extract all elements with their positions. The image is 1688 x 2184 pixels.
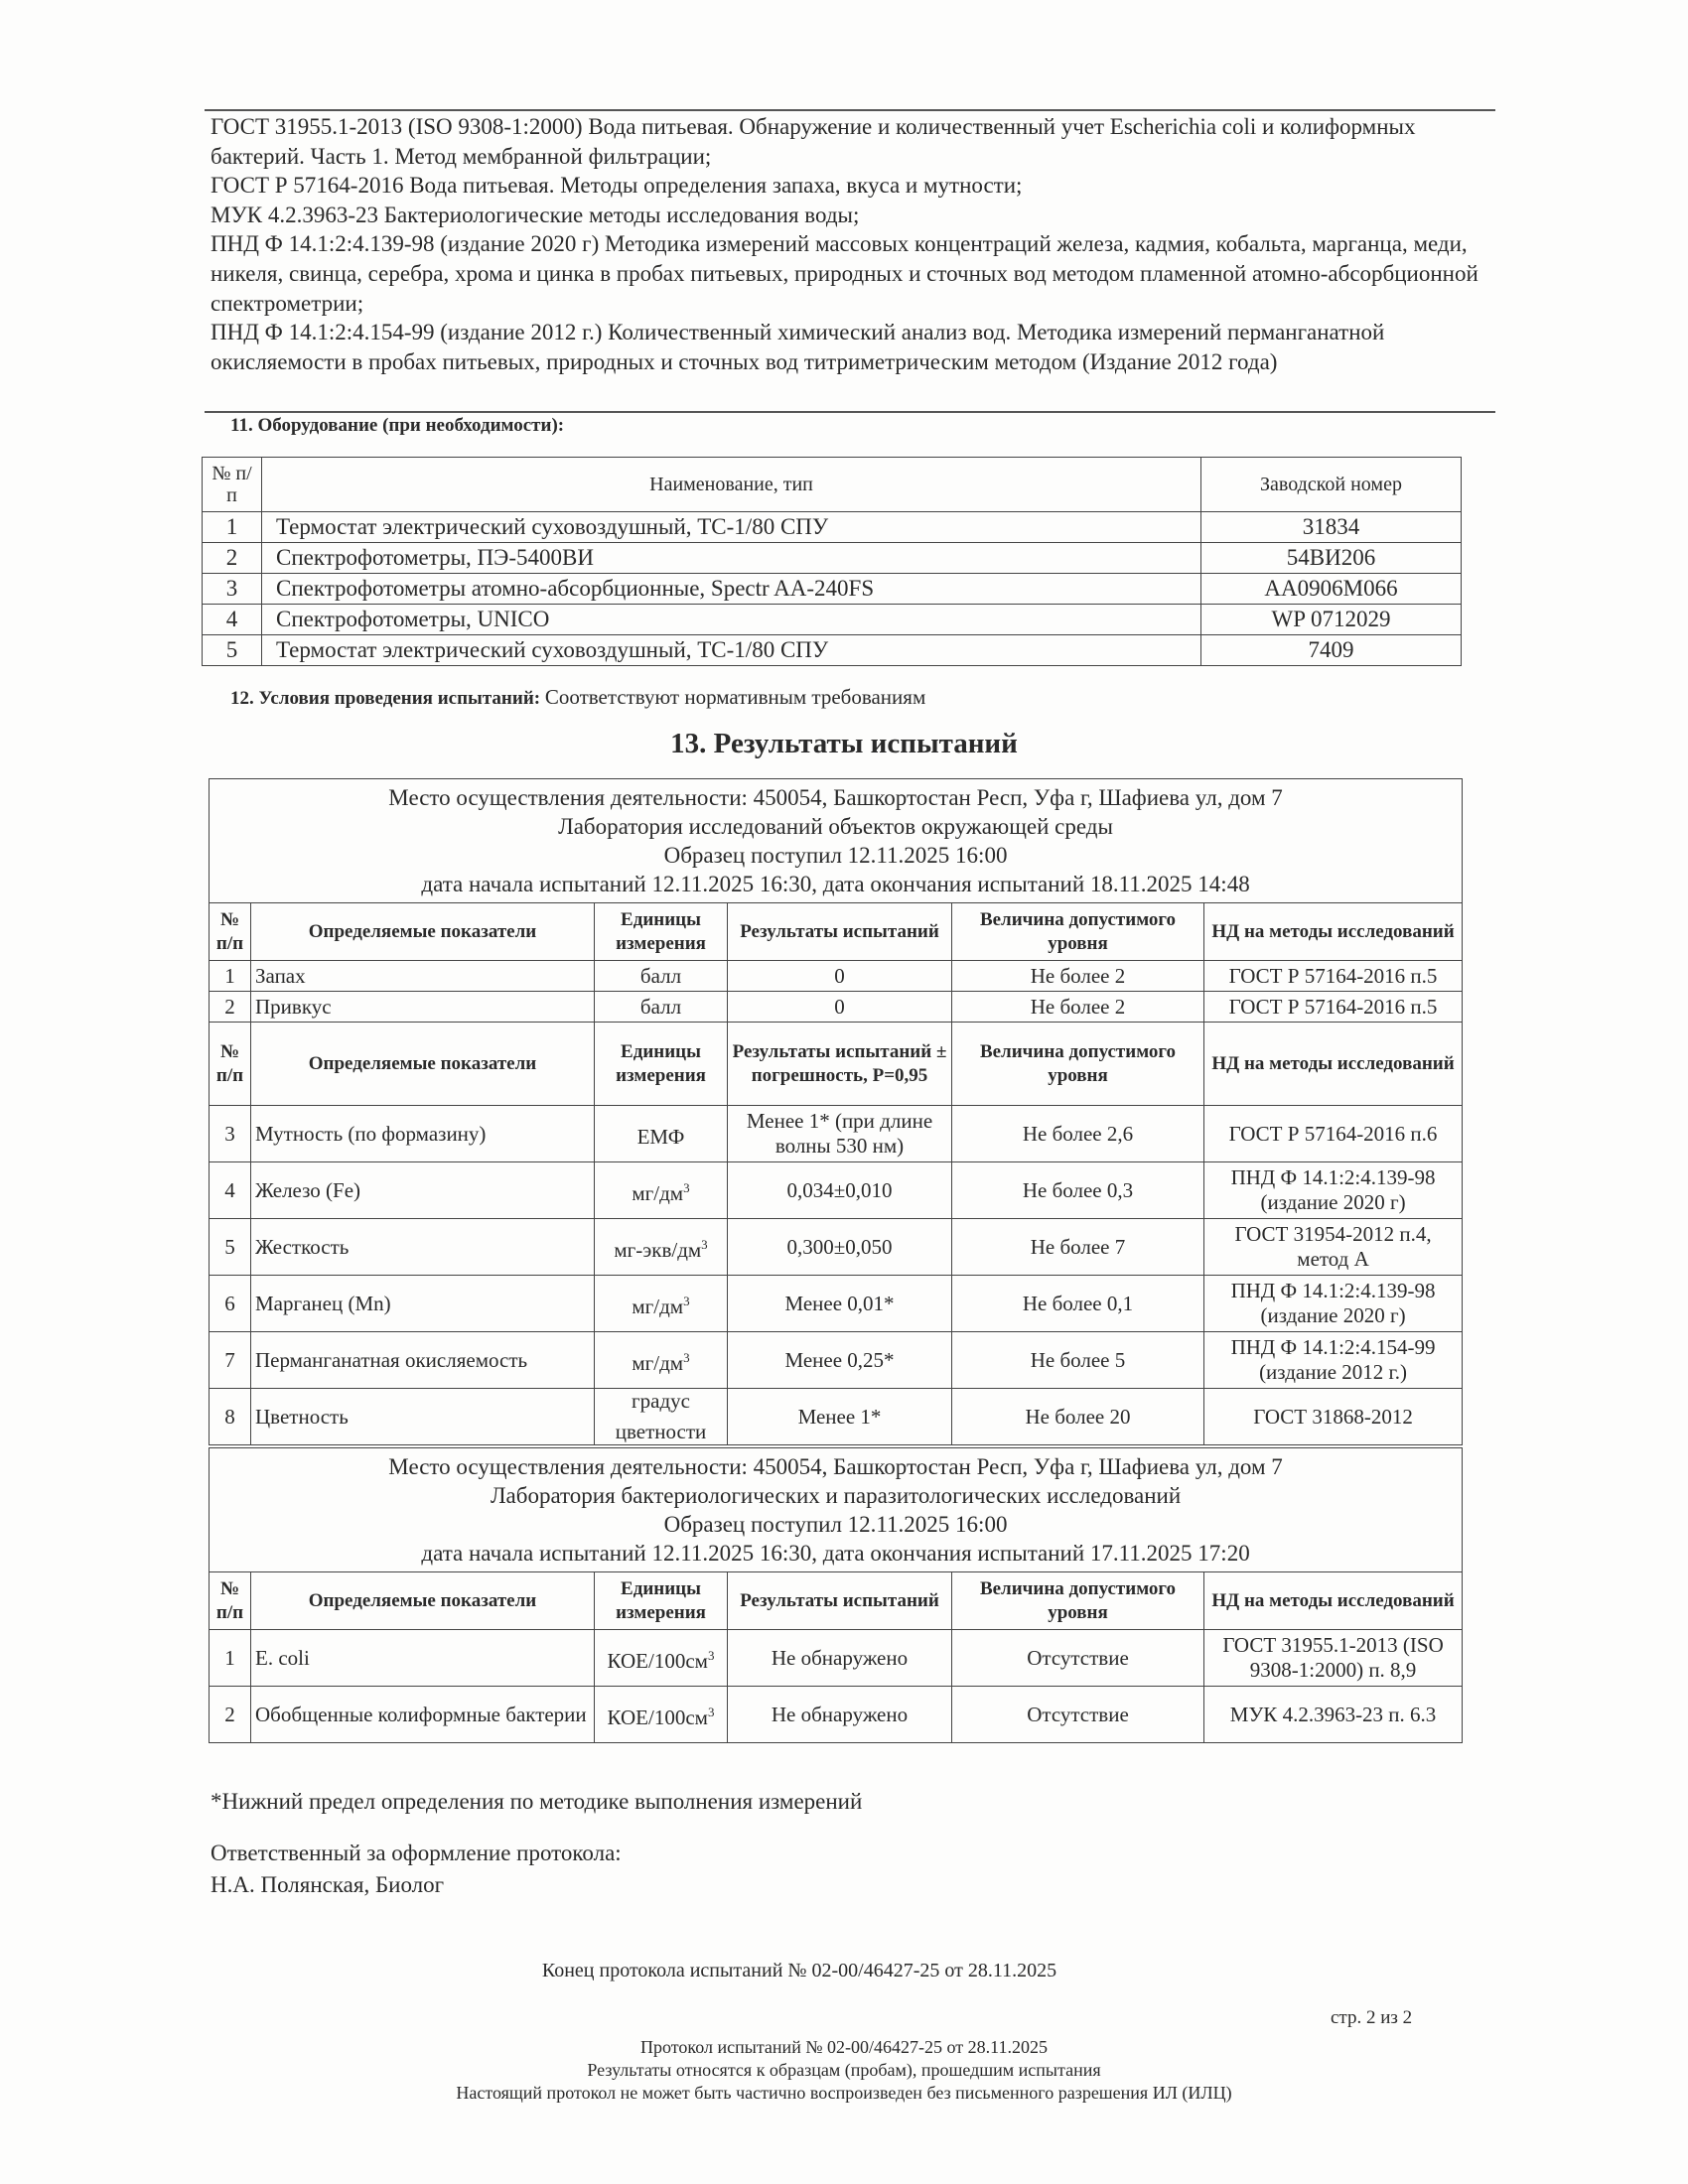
table-row [210,961,1463,992]
row-number: 1 [210,1630,251,1687]
unit [595,1389,728,1445]
table-header-row [203,458,1462,512]
col-header-method: НД на методы исследований [1204,1572,1463,1630]
lab-name: Лаборатория исследований объектов окружающей среды [558,814,1113,839]
indicator-name: E. coli [251,1630,595,1687]
equipment-serial: WP 0712029 [1201,605,1462,635]
unit [595,1106,728,1162]
indicator-name: Обобщенные колиформные бактерии [251,1687,595,1743]
limit: Не более 7 [952,1219,1204,1276]
row-number: 5 [210,1219,251,1276]
unit-text: мг/дм [632,1294,684,1318]
unit-sup: 3 [707,1704,715,1719]
reference-item: МУК 4.2.3963-23 Бактериологические методы исследования воды; [211,202,860,227]
indicator-name: Запах [251,961,595,992]
equipment-table [202,457,1462,666]
section-12-value: Соответствуют нормативным требованиям [544,685,926,709]
block-header [210,779,1463,903]
section-12 [230,685,925,710]
unit-text: мг/дм [632,1180,684,1205]
section-12-title: 12. Условия проведения испытаний: [230,688,541,709]
row-number: 2 [210,1687,251,1743]
col-header-unit: Единицы измерения [595,903,728,961]
table-row [210,1332,1463,1389]
unit: балл [595,992,728,1023]
result: Менее 1* (при длине волны 530 нм) [728,1106,952,1162]
result: Не обнаружено [728,1630,952,1687]
unit [595,1687,728,1743]
col-header-method: НД на методы исследований [1204,1023,1463,1106]
references-list [211,112,1491,376]
protocol-end-line: Конец протокола испытаний № 02-00/46427-25 от 28.11.2025 [541,1960,1057,1981]
lab-name: Лаборатория бактериологических и паразитологических исследований [490,1483,1182,1508]
indicator-name: Марганец (Mn) [251,1276,595,1332]
unit [595,1630,728,1687]
sample-received: Образец поступил 12.11.2025 16:00 [663,843,1008,868]
responsible-label: Ответственный за оформление протокола: [211,1841,622,1865]
indicator-name: Жесткость [251,1219,595,1276]
unit [595,1162,728,1219]
method: МУК 4.2.3963-23 п. 6.3 [1204,1687,1463,1743]
unit: балл [595,961,728,992]
unit-text: мг/дм [632,1350,684,1375]
activity-place: Место осуществления деятельности: 450054, Башкортостан Респ, Уфа г, Шафиева ул, дом 7 [388,785,1283,810]
block-header-cell [210,779,1463,903]
table-row [210,1276,1463,1332]
limit: Не более 0,1 [952,1276,1204,1332]
result: Менее 1* [728,1389,952,1445]
unit [595,1332,728,1389]
equipment-name: Спектрофотометры, ПЭ-5400ВИ [262,543,1201,574]
indicator-name: Привкус [251,992,595,1023]
footer-protocol-line: Протокол испытаний № 02-00/46427-25 от 28.11.2025 [640,2037,1048,2057]
footer-reproduction-line: Настоящий протокол не может быть частично воспроизведен без письменного разрешения ИЛ (ИЛЦ) [456,2083,1232,2103]
result: 0 [728,961,952,992]
row-number: 3 [203,574,262,605]
unit-text: градус цветности [615,1389,707,1443]
limit: Отсутствие [952,1687,1204,1743]
indicator-name: Перманганатная окисляемость [251,1332,595,1389]
row-number: 2 [203,543,262,574]
block-header [210,1448,1463,1572]
unit-text: КОЕ/100см [607,1648,708,1673]
results-table-bacteriology [209,1447,1463,1743]
row-number: 1 [203,512,262,543]
activity-place: Место осуществления деятельности: 450054, Башкортостан Респ, Уфа г, Шафиева ул, дом 7 [388,1454,1283,1479]
section-13-title: 13. Результаты испытаний [670,728,1018,759]
row-number: 1 [210,961,251,992]
equipment-name: Термостат электрический суховоздушный, ТС-1/80 СПУ [262,512,1201,543]
responsible-name: Н.А. Полянская, Биолог [211,1872,445,1897]
col-header-limit: Величина допустимого уровня [952,1572,1204,1630]
indicator-name: Железо (Fe) [251,1162,595,1219]
col-header-result: Результаты испытаний [728,1572,952,1630]
equipment-name: Спектрофотометры, UNICO [262,605,1201,635]
table-row [210,1106,1463,1162]
table-row [210,1219,1463,1276]
row-number: 7 [210,1332,251,1389]
sample-received: Образец поступил 12.11.2025 16:00 [663,1512,1008,1537]
test-dates: дата начала испытаний 12.11.2025 16:30, дата окончания испытаний 18.11.2025 14:48 [421,872,1250,896]
col-header-method: НД на методы исследований [1204,903,1463,961]
limit: Не более 5 [952,1332,1204,1389]
equipment-serial: 54ВИ206 [1201,543,1462,574]
unit-text: ЕМФ [636,1124,685,1149]
col-header-number: № п/п [210,903,251,961]
equipment-serial: 7409 [1201,635,1462,666]
method: ГОСТ 31868-2012 [1204,1389,1463,1445]
unit [595,1219,728,1276]
method: ПНД Ф 14.1:2:4.139-98 (издание 2020 г) [1204,1162,1463,1219]
col-header-number: № п/п [203,458,262,512]
row-number: 3 [210,1106,251,1162]
reference-item: ПНД Ф 14.1:2:4.154-99 (издание 2012 г.) Количественный химический анализ вод. Методика измерений перманганатной окисляемости в пробах питьевых, природных и сточных вод титриметрическим методом (Издание 2012 года) [211,320,1385,374]
method: ГОСТ 31954-2012 п.4, метод А [1204,1219,1463,1276]
col-header-unit: Единицы измерения [595,1572,728,1630]
reference-item: ГОСТ Р 57164-2016 Вода питьевая. Методы определения запаха, вкуса и мутности; [211,173,1023,199]
reference-item: ГОСТ 31955.1-2013 (ISO 9308-1:2000) Вода питьевая. Обнаружение и количественный учет Escherichia coli и колиформных бактерий. Часть 1. Метод мембранной фильтрации; [211,114,1416,169]
unit-sup: 3 [683,1293,690,1308]
page-number: стр. 2 из 2 [1331,2007,1413,2028]
section-11-title: 11. Оборудование (при необходимости): [230,415,565,436]
limit: Отсутствие [952,1630,1204,1687]
method: ПНД Ф 14.1:2:4.139-98 (издание 2020 г) [1204,1276,1463,1332]
table-row [210,1687,1463,1743]
unit-text: КОЕ/100см [607,1705,708,1729]
col-header-result: Результаты испытаний [728,903,952,961]
unit-sup: 3 [701,1236,708,1252]
table-header-row [210,1572,1463,1630]
col-header-name: Наименование, тип [262,458,1201,512]
table-row [203,605,1462,635]
equipment-serial: 31834 [1201,512,1462,543]
col-header-indicator: Определяемые показатели [251,1023,595,1106]
block-header-cell [210,1448,1463,1572]
col-header-unit: Единицы измерения [595,1023,728,1106]
limit: Не более 2 [952,992,1204,1023]
table-header-row [210,903,1463,961]
table-row [210,1630,1463,1687]
col-header-limit: Величина допустимого уровня [952,903,1204,961]
limit: Не более 0,3 [952,1162,1204,1219]
table-row [203,512,1462,543]
unit-text: мг-экв/дм [614,1237,702,1262]
table-row [203,574,1462,605]
table-row [203,635,1462,666]
method: ГОСТ Р 57164-2016 п.6 [1204,1106,1463,1162]
table-row [210,1389,1463,1445]
test-dates: дата начала испытаний 12.11.2025 16:30, дата окончания испытаний 17.11.2025 17:20 [421,1541,1250,1566]
col-header-limit: Величина допустимого уровня [952,1023,1204,1106]
indicator-name: Цветность [251,1389,595,1445]
footnote: *Нижний предел определения по методике выполнения измерений [211,1789,863,1814]
table-row [210,1162,1463,1219]
col-header-number: № п/п [210,1023,251,1106]
row-number: 5 [203,635,262,666]
unit-sup: 3 [683,1179,690,1195]
reference-item: ПНД Ф 14.1:2:4.139-98 (издание 2020 г) Методика измерений массовых концентраций железа, кадмия, кобальта, марганца, меди, никеля, свинца, серебра, хрома и цинка в пробах питьевых, природных и сточных вод методом пламенной атомно-абсорбционной спектрометрии; [211,231,1478,316]
footer-results-line: Результаты относятся к образцам (пробам), прошедшим испытания [587,2060,1101,2080]
row-number: 2 [210,992,251,1023]
result: 0,300±0,050 [728,1219,952,1276]
limit: Не более 20 [952,1389,1204,1445]
unit-sup: 3 [683,1349,690,1365]
row-number: 8 [210,1389,251,1445]
col-header-indicator: Определяемые показатели [251,903,595,961]
col-header-serial: Заводской номер [1201,458,1462,512]
unit [595,1276,728,1332]
col-header-result: Результаты испытаний ± погрешность, P=0,95 [728,1023,952,1106]
method: ГОСТ Р 57164-2016 п.5 [1204,961,1463,992]
limit: Не более 2 [952,961,1204,992]
table-header-row [210,1023,1463,1106]
result: Менее 0,01* [728,1276,952,1332]
row-number: 4 [203,605,262,635]
table-row [203,543,1462,574]
method: ГОСТ 31955.1-2013 (ISO 9308-1:2000) п. 8,9 [1204,1630,1463,1687]
top-rule [205,109,1495,111]
table-row [210,992,1463,1023]
results-table-environment [209,778,1463,1445]
result: 0 [728,992,952,1023]
result: Не обнаружено [728,1687,952,1743]
result: 0,034±0,010 [728,1162,952,1219]
equipment-name: Термостат электрический суховоздушный, ТС-1/80 СПУ [262,635,1201,666]
row-number: 4 [210,1162,251,1219]
row-number: 6 [210,1276,251,1332]
method: ПНД Ф 14.1:2:4.154-99 (издание 2012 г.) [1204,1332,1463,1389]
equipment-serial: AA0906M066 [1201,574,1462,605]
indicator-name: Мутность (по формазину) [251,1106,595,1162]
col-header-number: № п/п [210,1572,251,1630]
unit-sup: 3 [707,1647,715,1663]
result: Менее 0,25* [728,1332,952,1389]
limit: Не более 2,6 [952,1106,1204,1162]
refs-bottom-rule [205,411,1495,413]
method: ГОСТ Р 57164-2016 п.5 [1204,992,1463,1023]
equipment-name: Спектрофотометры атомно-абсорбционные, Spectr AA-240FS [262,574,1201,605]
col-header-indicator: Определяемые показатели [251,1572,595,1630]
